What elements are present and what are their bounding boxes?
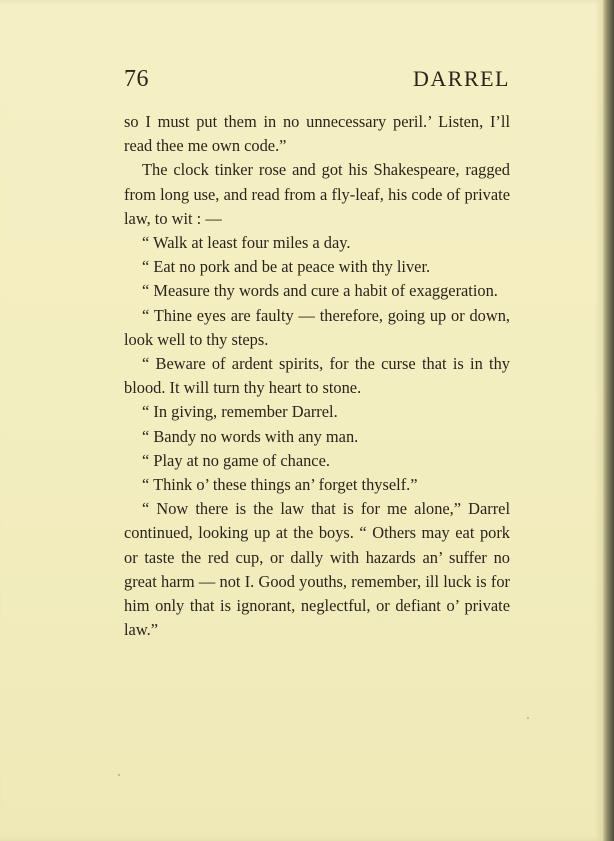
paragraph: so I must put them in no unnecessary peril.’ Listen, I’ll read thee me own code.” [124,112,510,156]
paragraph: “ Play at no game of chance. [142,450,330,470]
page-number: 76 [124,66,149,92]
running-title: DARREL [413,66,510,91]
paper-speck [118,774,120,776]
paragraph: “ In giving, remember Darrel. [142,402,338,422]
body-text [124,110,510,642]
paragraph: “ Now there is the law that is for me alone,” Darrel continued, looking up at the boys. “ Others may eat pork or taste the red cup, or dally with hazards an’ suffer no great harm — not I. Good youths, remember, ill luck is for him only that is ignorant, neglectful, or defiant o’ private law.” [124,499,510,640]
paragraph: The clock tinker rose and got his Shakespeare, ragged from long use, and read from a fly-leaf, his code of private law, to wit : — [124,160,510,228]
paper-speck [527,717,529,719]
paragraph: “ Bandy no words with any man. [142,426,359,446]
paragraph: “ Thine eyes are faulty — therefore, going up or down, look well to thy steps. [124,305,510,349]
paragraph: “ Walk at least four miles a day. [142,233,351,253]
page-header [124,66,510,96]
paragraph: “ Beware of ardent spirits, for the curse that is in thy blood. It will turn thy heart to stone. [124,354,510,398]
paragraph: “ Think o’ these things an’ forget thyself.” [142,475,418,495]
page-edge-shadow [603,0,614,841]
paragraph: “ Measure thy words and cure a habit of exaggeration. [142,281,498,301]
paragraph: “ Eat no pork and be at peace with thy liver. [142,257,431,277]
